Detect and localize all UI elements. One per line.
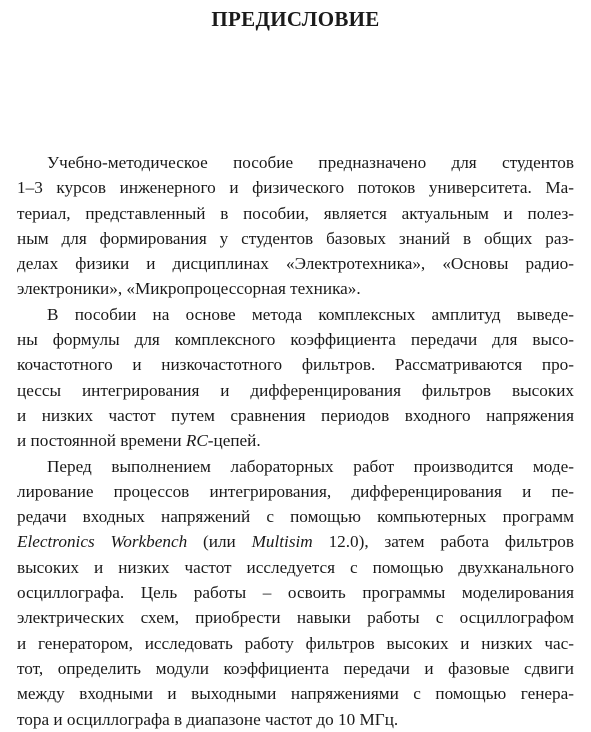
text-line: ны формулы для комплексного коэффициента передачи для высо- [17,330,574,350]
italic-term-rc: RC [185,431,208,451]
text-line: териал, представленный в пособии, является актуальным и полез- [17,203,574,223]
text-line [17,529,574,554]
text-line: лирование процессов интегрирования, дифференцирования и пе- [17,481,574,501]
paragraph-3 [17,454,574,732]
text-line: делах физики и дисциплинах «Электротехника», «Основы радио- [17,254,574,274]
text-line: Учебно-методическое пособие предназначено для студентов [47,153,574,172]
page-title: ПРЕДИСЛОВИЕ [211,7,380,31]
text-line: электроники», «Микропроцессорная техника». [17,279,361,299]
text-line: Перед выполнением лабораторных работ производится моде- [47,456,574,476]
text-line: кочастотного и низкочастотного фильтров. Рассматриваются про- [17,355,574,375]
text-line: высоких и низких частот исследуется с помощью двухканального [17,557,574,577]
preface-body [17,150,574,732]
text-line: 1–3 курсов инженерного и физического потоков университета. Ма- [17,178,574,198]
text-fragment: -цепей. [207,431,261,451]
text-line: между входными и выходными напряжениями с помощью генера- [17,684,574,704]
text-line: тот, определить модули коэффициента передачи и фазовые сдвиги [17,658,574,678]
text-fragment: (или [187,532,252,552]
italic-software-name: Electronics Workbench [17,532,188,552]
italic-software-name: Multisim [251,532,313,552]
paragraph-1 [17,150,574,302]
paragraph-2 [17,302,574,454]
text-line [17,428,574,453]
text-line: и генератором, исследовать работу фильтров высоких и низких час- [17,633,574,653]
text-line: тора и осциллографа в диапазоне частот до 10 МГц. [17,709,399,729]
text-line: и низких частот путем сравнения периодов входного напряжения [17,405,574,425]
text-line: цессы интегрирования и дифференцирования фильтров высоких [17,380,574,400]
text-fragment: и постоянной времени [17,431,186,451]
text-line: осциллографа. Цель работы – освоить программы моделирования [17,583,574,603]
text-line: редачи входных напряжений с помощью компьютерных программ [17,507,574,527]
text-line: электрических схем, приобрести навыки работы с осциллографом [17,608,574,628]
text-line: В пособии на основе метода комплексных амплитуд выведе- [47,304,574,324]
text-fragment: 12.0), затем работа фильтров [312,532,574,552]
text-line: ным для формирования у студентов базовых знаний в общих раз- [17,228,574,248]
